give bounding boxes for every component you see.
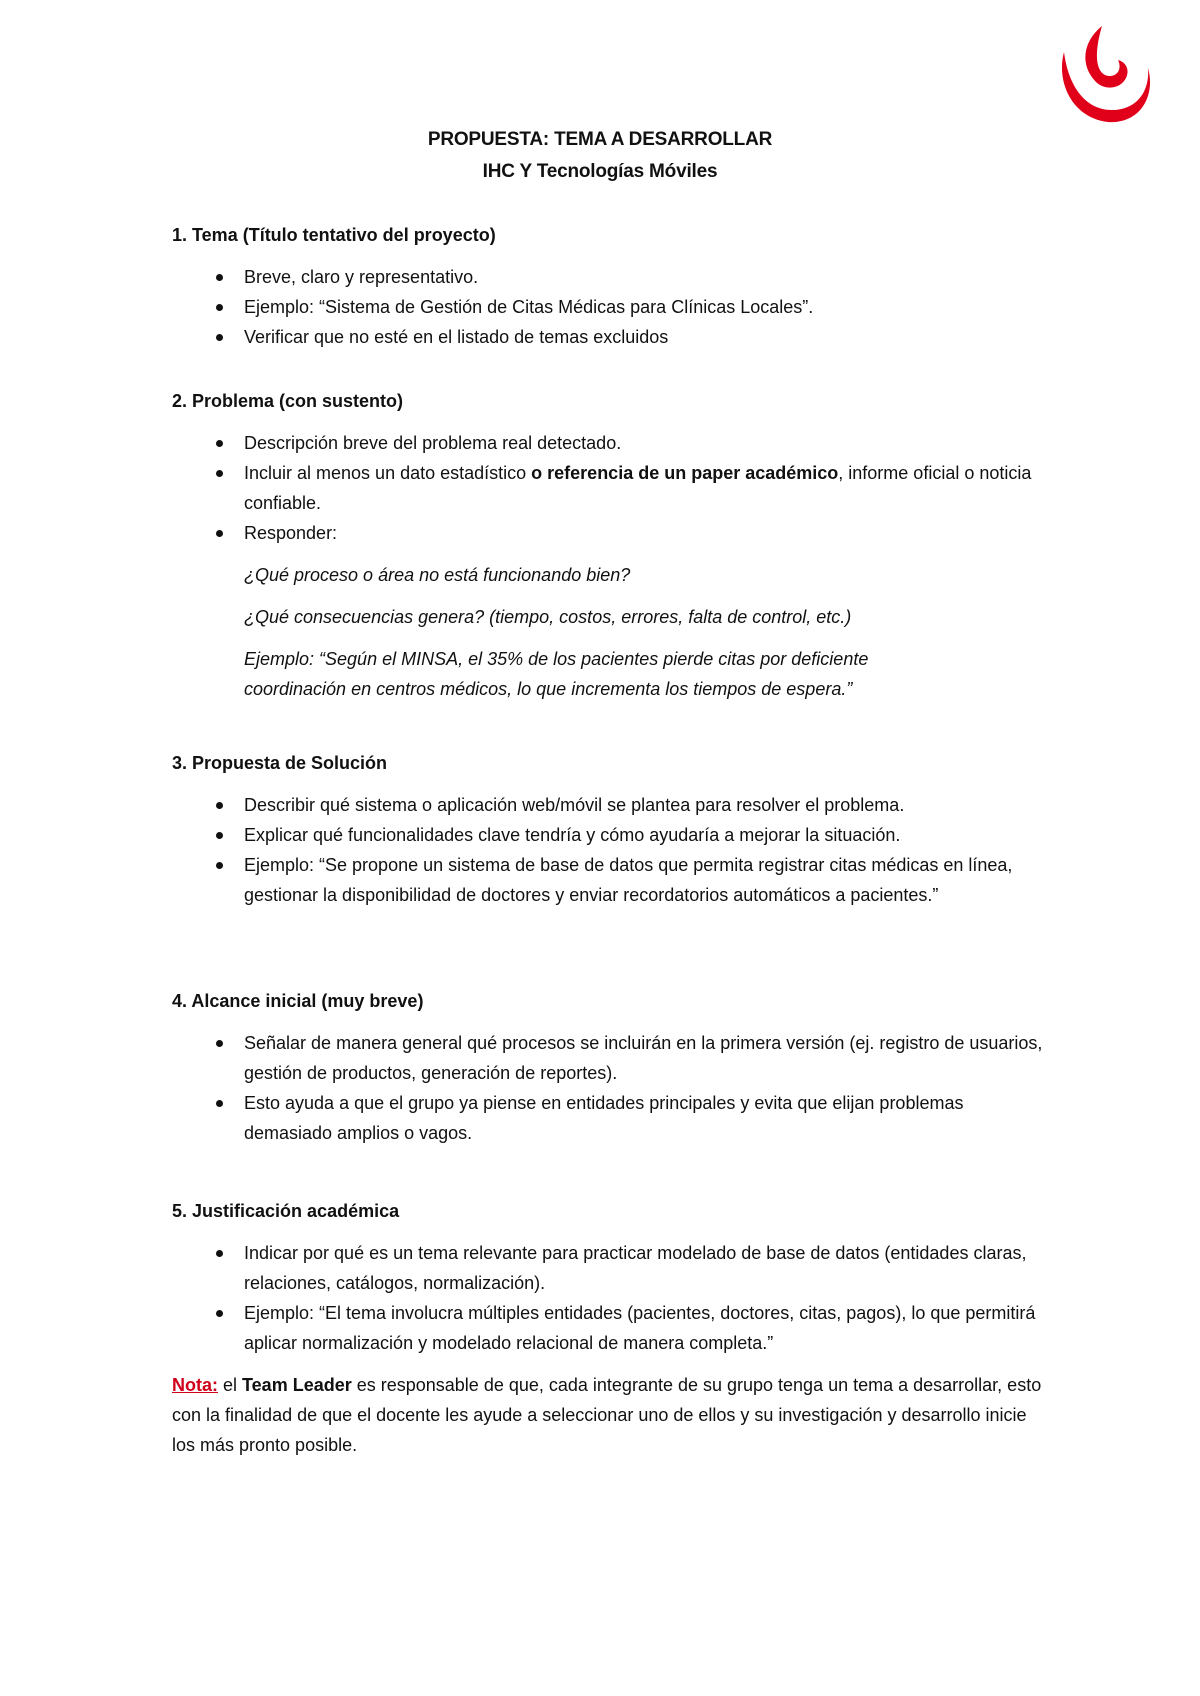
note-label: Nota: bbox=[172, 1375, 218, 1395]
list-item: Ejemplo: “Sistema de Gestión de Citas Médicas para Clínicas Locales”. bbox=[172, 292, 1052, 322]
bullet-list bbox=[172, 428, 1052, 548]
list-item: Responder: bbox=[172, 518, 1052, 548]
section-tema bbox=[172, 220, 1052, 352]
section-heading: 2. Problema (con sustento) bbox=[172, 391, 404, 411]
bullet-list bbox=[172, 1028, 1052, 1148]
section-heading: 3. Propuesta de Solución bbox=[172, 753, 388, 773]
title-main: PROPUESTA: TEMA A DESARROLLAR bbox=[427, 129, 773, 150]
list-item: Esto ayuda a que el grupo ya piense en entidades principales y evita que elijan problemas demasiado amplios o vagos. bbox=[172, 1088, 1052, 1148]
list-item: Verificar que no esté en el listado de temas excluidos bbox=[172, 322, 1052, 352]
section-heading: 5. Justificación académica bbox=[172, 1201, 400, 1221]
team-leader-text: Team Leader bbox=[242, 1375, 352, 1395]
section-heading: 1. Tema (Título tentativo del proyecto) bbox=[172, 225, 496, 245]
section-justificacion bbox=[172, 1196, 1052, 1460]
bullet-icon bbox=[216, 304, 223, 311]
bullet-icon bbox=[216, 1310, 223, 1317]
bullet-icon bbox=[216, 1250, 223, 1257]
list-item: Indicar por qué es un tema relevante para practicar modelado de base de datos (entidades claras, relaciones, catálogos, normalización). bbox=[172, 1238, 1052, 1298]
note-paragraph: Nota: el Team Leader es responsable de que, cada integrante de su grupo tenga un tema a desarrollar, esto con la finalidad de que el docente les ayude a seleccionar uno de ellos y su investigación y desarrollo inicie los más pronto posible. bbox=[172, 1375, 1042, 1455]
list-item: Descripción breve del problema real detectado. bbox=[172, 428, 1052, 458]
upc-flame-logo-icon bbox=[1052, 22, 1156, 128]
bullet-list bbox=[172, 262, 1052, 352]
bullet-list bbox=[172, 1238, 1052, 1358]
bullet-icon bbox=[216, 470, 223, 477]
bullet-list bbox=[172, 790, 1052, 910]
section-propuesta bbox=[172, 748, 1052, 910]
bullet-icon bbox=[216, 1040, 223, 1047]
bullet-icon bbox=[216, 862, 223, 869]
section-heading: 4. Alcance inicial (muy breve) bbox=[172, 991, 424, 1011]
question-text: ¿Qué proceso o área no está funcionando bien? bbox=[244, 565, 631, 585]
bullet-icon bbox=[216, 274, 223, 281]
document-title bbox=[0, 124, 1200, 188]
list-item: Describir qué sistema o aplicación web/móvil se plantea para resolver el problema. bbox=[172, 790, 1052, 820]
list-item: Ejemplo: “Se propone un sistema de base de datos que permita registrar citas médicas en línea, gestionar la disponibilidad de doctores y enviar recordatorios automáticos a pacientes.” bbox=[172, 850, 1052, 910]
example-text: Ejemplo: “Según el MINSA, el 35% de los pacientes pierde citas por deficiente coordinación en centros médicos, lo que incrementa los tiempos de espera.” bbox=[244, 649, 869, 699]
title-course: IHC Y Tecnologías Móviles bbox=[482, 161, 718, 182]
list-item: Incluir al menos un dato estadístico o referencia de un paper académico, informe oficial o noticia confiable. bbox=[172, 458, 1052, 518]
list-item: Señalar de manera general qué procesos se incluirán en la primera versión (ej. registro de usuarios, gestión de productos, generación de reportes). bbox=[172, 1028, 1052, 1088]
section-alcance bbox=[172, 986, 1052, 1148]
question-text: ¿Qué consecuencias genera? (tiempo, costos, errores, falta de control, etc.) bbox=[244, 607, 852, 627]
bullet-icon bbox=[216, 1100, 223, 1107]
list-item: Breve, claro y representativo. bbox=[172, 262, 1052, 292]
bullet-icon bbox=[216, 832, 223, 839]
bullet-icon bbox=[216, 440, 223, 447]
bullet-icon bbox=[216, 802, 223, 809]
list-item: Ejemplo: “El tema involucra múltiples entidades (pacientes, doctores, citas, pagos), lo que permitirá aplicar normalización y modelado relacional de manera completa.” bbox=[172, 1298, 1052, 1358]
bullet-icon bbox=[216, 530, 223, 537]
list-item: Explicar qué funcionalidades clave tendría y cómo ayudaría a mejorar la situación. bbox=[172, 820, 1052, 850]
section-problema bbox=[172, 386, 1052, 704]
bullet-icon bbox=[216, 334, 223, 341]
